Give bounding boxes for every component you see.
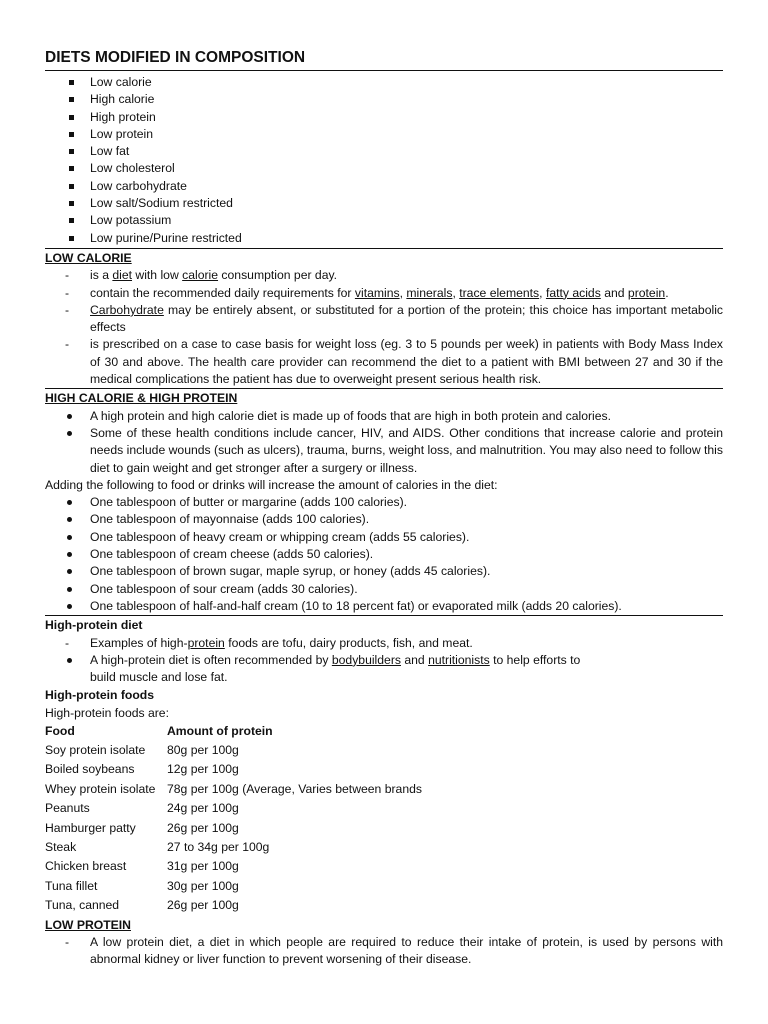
list-item: One tablespoon of heavy cream or whipping cream (adds 55 calories). <box>45 529 723 546</box>
link-trace-elements[interactable]: trace elements <box>459 285 540 300</box>
list-item: One tablespoon of mayonnaise (adds 100 calories). <box>45 511 723 528</box>
link-diet[interactable]: diet <box>112 268 133 283</box>
link-vitamins[interactable]: vitamins <box>354 285 400 300</box>
link-fatty-acids[interactable]: fatty acids <box>545 285 601 300</box>
list-item: Low fat <box>45 143 723 160</box>
list-item: - Examples of high-protein foods are tofu, dairy products, fish, and meat. <box>45 635 723 652</box>
adding-intro: Adding the following to food or drinks will increase the amount of calories in the diet: <box>45 477 498 492</box>
low-protein-list <box>45 934 723 969</box>
link-protein[interactable]: protein <box>627 285 666 300</box>
link-calorie[interactable]: calorie <box>182 268 219 283</box>
composition-list <box>45 74 723 249</box>
high-calorie-protein-heading: HIGH CALORIE & HIGH PROTEIN <box>45 391 238 406</box>
adding-list <box>45 494 723 616</box>
list-item: Low calorie <box>45 74 723 91</box>
protein-table <box>45 722 422 916</box>
table-row: Soy protein isolate 80g per 100g <box>45 743 239 758</box>
table-row: Chicken breast 31g per 100g <box>45 859 239 874</box>
list-item: Low carbohydrate <box>45 178 723 195</box>
link-carbohydrate[interactable]: Carbohydrate <box>90 302 164 317</box>
list-item: Low cholesterol <box>45 160 723 177</box>
list-item: Low protein <box>45 126 723 143</box>
link-protein[interactable]: protein <box>187 635 225 650</box>
low-calorie-heading: LOW CALORIE <box>45 250 132 265</box>
high-protein-foods-heading: High-protein foods <box>45 688 154 703</box>
list-item: A high-protein diet is often recommended by bodybuilders and nutritionists to help efforts to build muscle and lose fat. <box>45 652 723 687</box>
list-item: Some of these health conditions include cancer, HIV, and AIDS. Other conditions that increase calorie and protein needs include wounds (such as ulcers), trauma, burns, weight loss, and malnutrition. You may also need to follow this diet to gain weight and get stronger after a surgery or illness. <box>45 425 723 477</box>
table-row: Tuna, canned 26g per 100g <box>45 898 239 913</box>
page-title: DIETS MODIFIED IN COMPOSITION <box>45 48 723 71</box>
list-item: - Carbohydrate may be entirely absent, or substituted for a portion of the protein; this choice has important metabolic effects <box>45 302 723 337</box>
link-bodybuilders[interactable]: bodybuilders <box>331 652 401 667</box>
list-item: - contain the recommended daily requirements for vitamins, minerals, trace elements, fatty acids and protein. <box>45 285 723 302</box>
table-header-row <box>45 722 422 741</box>
high-protein-diet-bullets <box>45 652 723 687</box>
low-calorie-list <box>45 267 723 389</box>
list-item: Low purine/Purine restricted <box>45 230 723 247</box>
table-row: Peanuts 24g per 100g <box>45 801 239 816</box>
document-page <box>45 48 723 968</box>
list-item: High protein <box>45 109 723 126</box>
table-row: Steak 27 to 34g per 100g <box>45 839 270 854</box>
table-row: Hamburger patty 26g per 100g <box>45 820 239 835</box>
high-protein-diet-heading: High-protein diet <box>45 618 143 633</box>
list-item: High calorie <box>45 91 723 108</box>
link-minerals[interactable]: minerals <box>406 285 453 300</box>
list-item: One tablespoon of cream cheese (adds 50 calories). <box>45 546 723 563</box>
table-row: Tuna fillet 30g per 100g <box>45 878 239 893</box>
list-item: - is a diet with low calorie consumption per day. <box>45 267 723 284</box>
list-item: Low salt/Sodium restricted <box>45 195 723 212</box>
list-item: One tablespoon of butter or margarine (adds 100 calories). <box>45 494 723 511</box>
list-item: One tablespoon of half-and-half cream (10 to 18 percent fat) or evaporated milk (adds 20 calories). <box>45 598 723 615</box>
list-item: A high protein and high calorie diet is made up of foods that are high in both protein and calories. <box>45 408 723 425</box>
list-item: One tablespoon of brown sugar, maple syrup, or honey (adds 45 calories). <box>45 563 723 580</box>
list-item: One tablespoon of sour cream (adds 30 calories). <box>45 581 723 598</box>
column-header-amount: Amount of protein <box>167 723 273 738</box>
low-protein-heading: LOW PROTEIN <box>45 917 131 932</box>
high-protein-foods-intro: High-protein foods are: <box>45 705 169 720</box>
link-nutritionists[interactable]: nutritionists <box>428 652 490 667</box>
column-header-food: Food <box>45 723 75 738</box>
high-protein-diet-list <box>45 635 723 652</box>
list-item: - A low protein diet, a diet in which people are required to reduce their intake of protein, is used by persons with abnormal kidney or liver function to prevent worsening of their disease. <box>45 934 723 969</box>
high-calorie-protein-list <box>45 408 723 477</box>
list-item: - is prescribed on a case to case basis for weight loss (eg. 3 to 5 pounds per week) in patients with Body Mass Index of 30 and above. The health care provider can recommend the diet to a patient with BMI between 27 and 30 if the medical complications the patient has due to overweight present serious health risk. <box>45 336 723 388</box>
table-row: Boiled soybeans 12g per 100g <box>45 762 239 777</box>
table-row: Whey protein isolate 78g per 100g (Average, Varies between brands <box>45 781 422 796</box>
list-item: Low potassium <box>45 212 723 229</box>
